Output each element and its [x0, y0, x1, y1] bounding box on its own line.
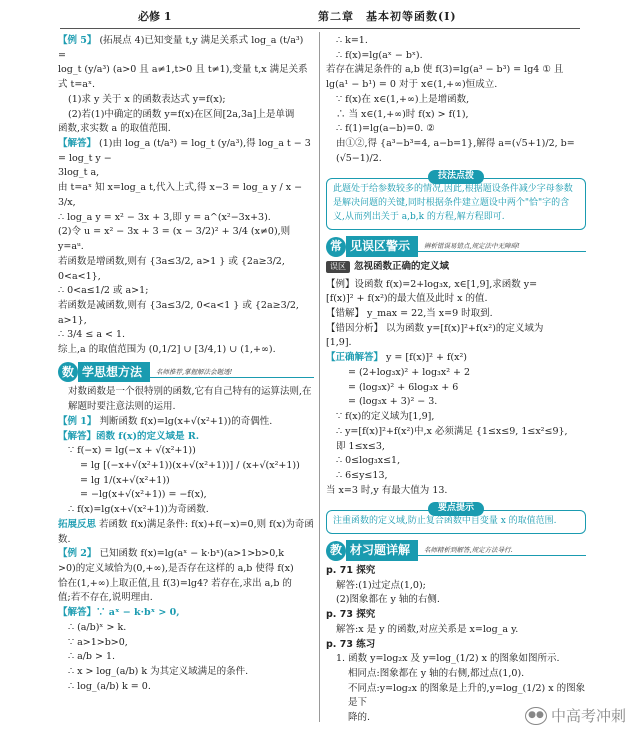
column-divider: [319, 32, 320, 722]
example-2-label: 【例 2】: [58, 548, 97, 560]
example-1-solution: 【解答】函数 f(x)的定义域是 R.: [58, 430, 200, 442]
correct-solution: [326, 351, 586, 366]
example-1-label: 【例 1】: [58, 415, 97, 427]
continuation-step: ∴ f(x)=lg(aˣ − bˣ).: [336, 49, 423, 61]
correct-step: 即 1≤x≤3,: [336, 440, 385, 452]
example-5-line: (2)若(1)中确定的函数 y=f(x)在区间[2a,3a]上是单调: [68, 108, 295, 120]
watermark-text: 中高考冲刺: [550, 706, 626, 725]
extension-text: 若函数 f(x)满足条件: f(x)+f(−x)=0,则 f(x)为奇函数.: [58, 518, 314, 545]
example-2-step: ∴ log_(a/b) k = 0.: [68, 680, 151, 692]
section-title: 见误区警示: [346, 236, 418, 257]
solution-line: 综上,a 的取值范围为 (0,1/2] ∪ [3/4,1) ∪ (1,+∞).: [58, 344, 276, 356]
section-badge: 教: [326, 541, 346, 561]
solution-line: (2)令 u = x² − 3x + 3 = (x − 3/2)² + 3/4 (x≠0),则 y=aᵘ.: [58, 226, 291, 253]
correct-step: ∴ y=[f(x)]²+f(x²)中,x 必须满足 {1≤x≤9, 1≤x²≤9},: [336, 425, 568, 437]
example-2: [58, 547, 314, 562]
continuation-step: lg(a¹ − b¹) = 0 对于 x∈(1,+∞)恒成立.: [326, 79, 498, 91]
example-1-step: = lg 1/(x+√(x²+1)): [80, 474, 170, 486]
example-1-text: 判断函数 f(x)=lg(x+√(x²+1))的奇偶性.: [99, 415, 273, 427]
left-column: [58, 34, 314, 695]
section-textbook: [326, 540, 586, 561]
section-badge: 常: [326, 237, 346, 257]
correct-step: ∴ 0≤log₃x≤1,: [336, 455, 401, 467]
pitfall-title: 忽视函数正确的定义域: [354, 260, 450, 272]
pitfall-heading: [326, 260, 586, 275]
example-2-step: ∴ x > log_(a/b) k 为其定义域满足的条件.: [68, 666, 249, 678]
extension: [58, 518, 314, 547]
p73-practice-line: 不同点:y=log₂x 的图象是上升的,y=log_(1/2) x 的图象是下: [348, 682, 586, 709]
solution-line: ∴ 3/4 ≤ a < 1.: [58, 329, 126, 341]
p73-explore-text: 解答:x 是 y 的函数,对应关系是 x=log_a y.: [336, 623, 519, 635]
example-2-line: 已知函数 f(x)=lg(aˣ − k·bˣ)(a>1>b>0,k: [99, 548, 285, 560]
extension-label: 拓展反思: [58, 518, 97, 530]
example-2-step: ∴ a/b > 1.: [68, 651, 116, 663]
continuation-step: 由①②,得 {a³−b³=4, a−b=1},解得 a=(√5+1)/2, b=(√5−1)/2.: [336, 138, 575, 164]
correct-step: ∴ 6≤y≤13,: [336, 469, 388, 481]
example-5-line: (1)求 y 关于 x 的函数表达式 y=f(x);: [68, 93, 226, 105]
example-2-solution: 【解答】∵ aˣ − k·bˣ > 0,: [58, 607, 180, 619]
continuation-step: ∵ f(x)在 x∈(1,+∞)上是增函数,: [336, 93, 470, 105]
example-2-step: ∵ a>1>b>0,: [68, 636, 128, 648]
example-5-line: (拓展点 4)已知变量 t,y 满足关系式 log_a (t/a³) =: [58, 35, 304, 61]
correct-step: 当 x=3 时,y 有最大值为 13.: [326, 484, 448, 496]
solution-line: ∴ 0<a≤1/2 或 a>1;: [58, 285, 149, 297]
wechat-icon: ●●: [525, 707, 547, 725]
section-slogan: 辨析错误易错点,规定法中无障碍!: [418, 241, 586, 252]
section-methods: [58, 362, 314, 383]
correct-step: y = [f(x)]² + f(x²): [386, 352, 468, 364]
header-left: 必修 1: [138, 10, 172, 24]
wrong-solution: 【错解】 y_max = 22,当 x=9 时取到.: [326, 308, 493, 320]
correct-step: = (2+log₃x)² + log₃x² + 2: [348, 366, 471, 378]
example-1: [58, 415, 314, 430]
example-5-label: 【例 5】: [58, 35, 97, 46]
example-1-step: = lg [(−x+√(x²+1))(x+√(x²+1))] / (x+√(x²+1)): [80, 460, 300, 471]
example-5-line: log_t (y/a³) (a>0 且 a≠1,t>0 且 t≠1),变量 t,x 满足关系式 t=aˣ.: [58, 64, 308, 91]
example-2-line: >0)的定义域恰为(0,+∞),是否存在这样的 a,b 使得 f(x): [58, 563, 294, 575]
p73-practice-line: 相同点:图象都在 y 轴的右侧,都过点(1,0).: [348, 667, 525, 679]
p73-practice-line: 降的.: [348, 712, 371, 724]
analysis-line: [1,9].: [326, 337, 352, 349]
continuation-step: 若存在满足条件的 a,b 使 f(3)=lg(a³ − b³) = lg4 ① 且: [326, 64, 564, 76]
p71-line: 解答:(1)过定点(1,0);: [336, 579, 426, 591]
solution-5: [58, 137, 314, 166]
example-5-line: 函数,求实数 a 的取值范围.: [58, 123, 171, 135]
analysis-line: 【错因分析】 以为函数 y=[f(x)]²+f(x²)的定义域为: [326, 322, 544, 334]
example-2-step: ∴ (a/b)ˣ > k.: [68, 621, 127, 633]
section-title: 学思想方法: [78, 362, 150, 383]
header-chapter: 第二章 基本初等函数(Ⅰ): [318, 10, 457, 24]
pitfall-example-line: [f(x)]² + f(x²)的最大值及此时 x 的值.: [326, 293, 488, 305]
continuation-step: ∴ k=1.: [336, 35, 368, 46]
correct-label: 【正确解答】: [326, 352, 384, 364]
right-column: [326, 34, 586, 726]
solution-line: 3log_t a,: [58, 167, 100, 179]
section-slogan: 名师精析到解答,规定方法导行.: [418, 545, 586, 556]
p73-practice-line: 1. 函数 y=log₂x 及 y=log_(1/2) x 的图象如图所示.: [336, 653, 560, 665]
correct-step: = (log₃x)² + 6log₃x + 6: [348, 381, 459, 393]
page-header: [60, 6, 580, 29]
solution-line: 若函数是减函数,则有 {3a≤3/2, 0<a<1 } 或 {2a≥3/2, a>1},: [58, 299, 299, 326]
section-badge: 数: [58, 362, 78, 382]
watermark: [525, 705, 626, 728]
technique-tip-box: [326, 171, 586, 230]
solution-line: 由 t=aˣ 知 x=log_a t,代入上式,得 x−3 = log_a y / x − 3/x,: [58, 182, 303, 208]
section-title: 材习题详解: [346, 540, 418, 561]
solution-line: (1)由 log_a (t/a³) = log_t (y/a³),得 log_a t − 3 = log_t y −: [58, 138, 311, 164]
correct-step: = (log₃x + 3)² − 3.: [348, 396, 438, 408]
example-5: [58, 34, 314, 63]
example-2-line: 恰在(1,+∞)上取正值,且 f(3)=lg4? 若存在,求出 a,b 的: [58, 577, 292, 589]
key-point-box: [326, 503, 586, 534]
page-ref-71: p. 71 探究: [326, 564, 376, 576]
solution-label: 【解答】: [58, 138, 97, 150]
example-1-step: ∴ f(x)=lg(x+√(x²+1))为奇函数.: [68, 504, 209, 516]
technique-tip-tag: 技法点拨: [428, 170, 484, 184]
continuation-step: ∴ 当 x∈(1,+∞)时 f(x) > f(1),: [336, 108, 469, 120]
page-ref-73-practice: p. 73 练习: [326, 638, 376, 650]
correct-step: ∵ f(x)的定义域为[1,9],: [336, 411, 435, 423]
example-1-step: = −lg(x+√(x²+1)) = −f(x),: [80, 489, 207, 501]
key-point-text: 注重函数的定义域,防止复合函数中自变量 x 的取值范围.: [333, 516, 557, 527]
page-ref-73-explore: p. 73 探究: [326, 609, 376, 621]
pitfall-chip: 误区: [326, 261, 350, 273]
section-pitfalls: [326, 236, 586, 257]
example-1-step: ∵ f(−x) = lg(−x + √(x²+1)): [68, 445, 196, 457]
technique-tip-text: 此题处于给参数较多的情况,因此,根据题设条件减少字母参数是解决问题的关键,同时根据条件建立题设中两个"恰"字的含义,从而列出关于 a,b,k 的方程,解方程即可.: [333, 184, 573, 223]
key-point-tag: 要点提示: [428, 502, 484, 516]
pitfall-example-line: 【例】设函数 f(x)=2+log₃x, x∈[1,9],求函数 y=: [326, 278, 538, 290]
solution-line: ∴ log_a y = x² − 3x + 3,即 y = a^(x²−3x+3).: [58, 211, 271, 223]
methods-intro: 对数函数是一个很特别的函数,它有自己特有的运算法则,在解题时要注意法则的运用.: [68, 386, 312, 413]
section-slogan: 名师推荐,掌握解法会题透!: [150, 367, 314, 378]
p71-line: (2)图象都在 y 轴的右侧.: [336, 594, 440, 606]
solution-line: 若函数是增函数,则有 {3a≤3/2, a>1 } 或 {2a≥3/2, 0<a<1},: [58, 255, 285, 282]
example-2-line: 值;若不存在,说明理由.: [58, 592, 153, 604]
continuation-step: ∴ f(1)=lg(a−b)=0. ②: [336, 123, 435, 135]
